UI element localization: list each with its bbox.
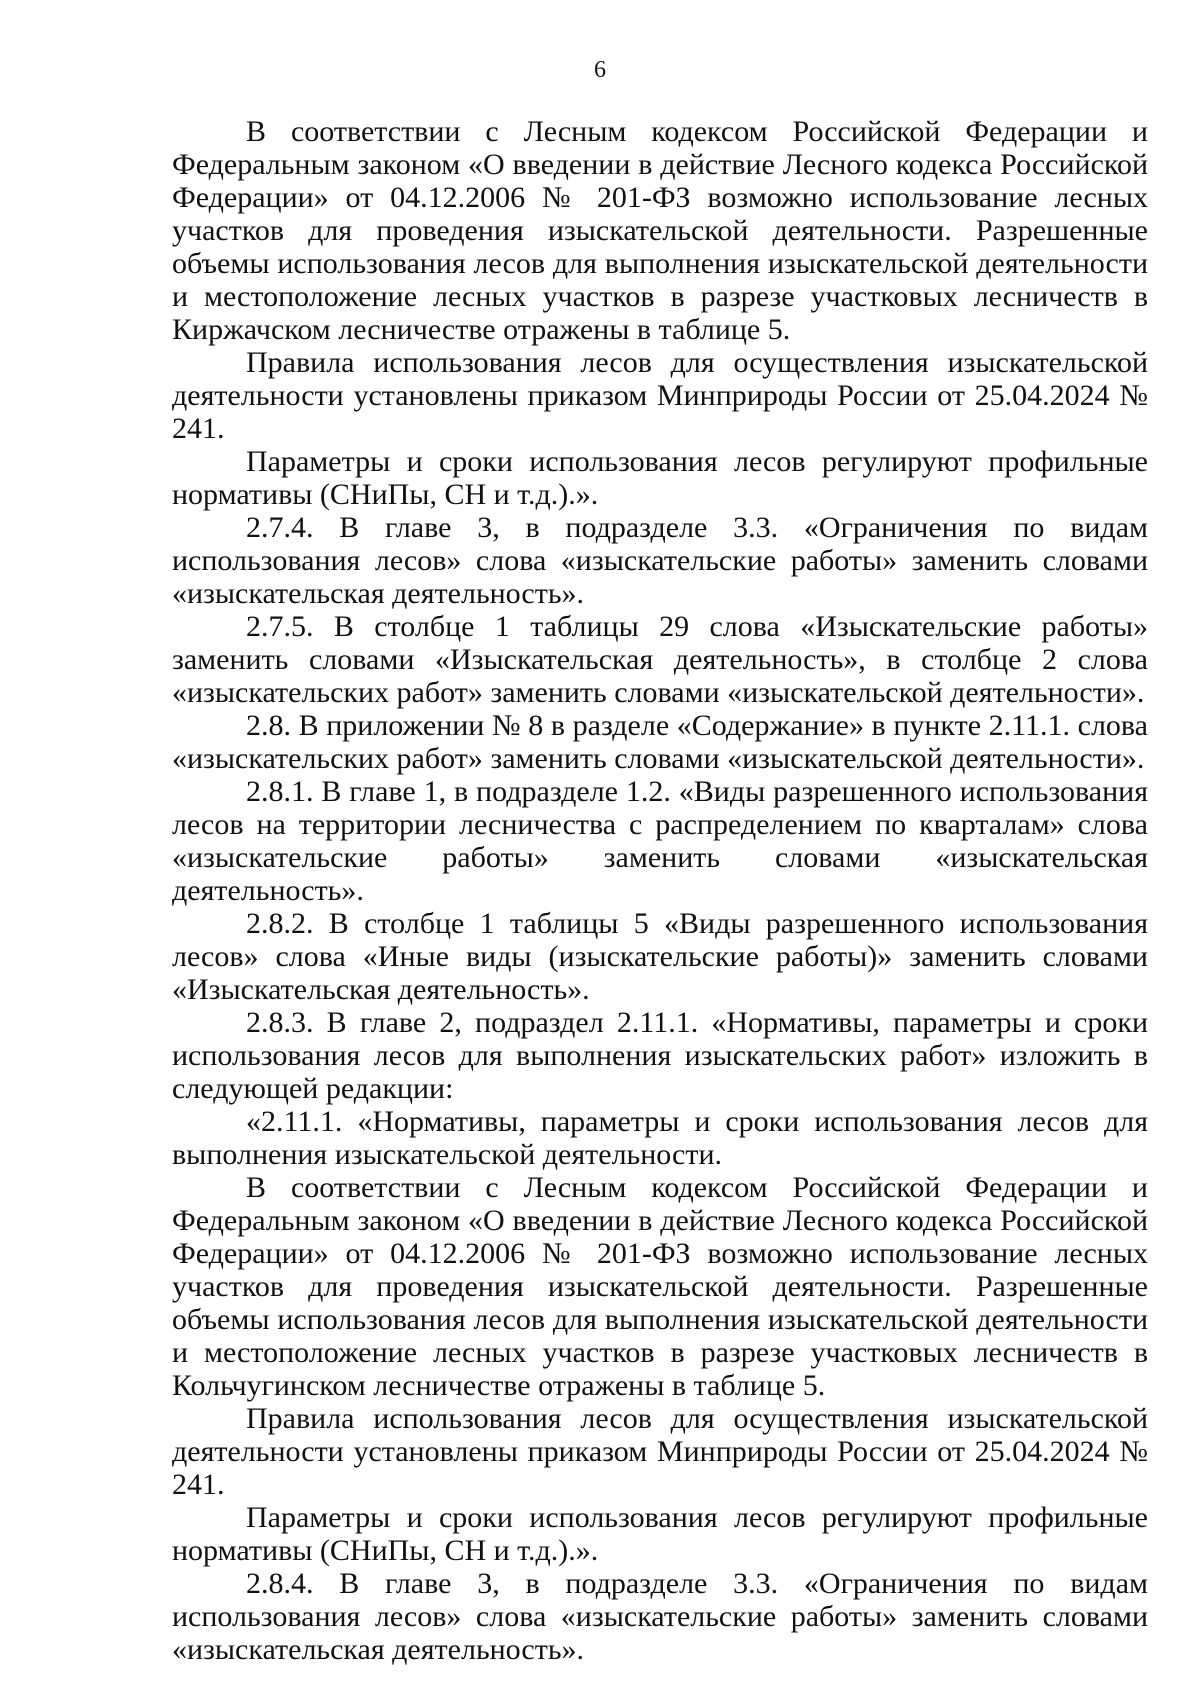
paragraph-section-2-11-1: «2.11.1. «Нормативы, параметры и сроки использования лесов для выполнения изыскательской деятельности. bbox=[172, 1105, 1148, 1171]
paragraph-kolchugino-rules: Правила использования лесов для осуществления изыскательской деятельности установлены приказом Минприроды России от 25.04.2024 № 241. bbox=[172, 1402, 1148, 1501]
paragraph-item-2-8: 2.8. В приложении № 8 в разделе «Содержание» в пункте 2.11.1. слова «изыскательских работ» заменить словами «изыскательской деятельности». bbox=[172, 709, 1148, 775]
page-number: 6 bbox=[594, 57, 606, 83]
paragraph-item-2-8-2: 2.8.2. В столбце 1 таблицы 5 «Виды разрешенного использования лесов» слова «Иные виды (изыскательские работы)» заменить словами «Изыскательская деятельность». bbox=[172, 907, 1148, 1006]
paragraph-kolchugino-intro: В соответствии с Лесным кодексом Российской Федерации и Федеральным законом «О введении в действие Лесного кодекса Российской Федерации» от 04.12.2006 № 201-ФЗ возможно использование лесных участков для проведения изыскательской деятельности. Разрешенные объемы использования лесов для выполнения изыскательской деятельности и местоположение лесных участков в разрезе участковых лесничеств в Кольчугинском лесничестве отражены в таблице 5. bbox=[172, 1171, 1148, 1402]
paragraph-item-2-8-1: 2.8.1. В главе 1, в подразделе 1.2. «Виды разрешенного использования лесов на территории лесничества с распределением по кварталам» слова «изыскательские работы» заменить словами «изыскательская деятельность». bbox=[172, 775, 1148, 907]
document-body bbox=[172, 115, 1148, 1666]
paragraph-kirzhach-intro: В соответствии с Лесным кодексом Российской Федерации и Федеральным законом «О введении в действие Лесного кодекса Российской Федерации» от 04.12.2006 № 201-ФЗ возможно использование лесных участков для проведения изыскательской деятельности. Разрешенные объемы использования лесов для выполнения изыскательской деятельности и местоположение лесных участков в разрезе участковых лесничеств в Киржачском лесничестве отражены в таблице 5. bbox=[172, 115, 1148, 346]
paragraph-kirzhach-rules: Правила использования лесов для осуществления изыскательской деятельности установлены приказом Минприроды России от 25.04.2024 № 241. bbox=[172, 346, 1148, 445]
paragraph-item-2-8-4: 2.8.4. В главе 3, в подразделе 3.3. «Ограничения по видам использования лесов» слова «изыскательские работы» заменить словами «изыскательская деятельность». bbox=[172, 1567, 1148, 1666]
paragraph-item-2-7-5: 2.7.5. В столбце 1 таблицы 29 слова «Изыскательские работы» заменить словами «Изыскательская деятельность», в столбце 2 слова «изыскательских работ» заменить словами «изыскательской деятельности». bbox=[172, 610, 1148, 709]
paragraph-item-2-7-4: 2.7.4. В главе 3, в подразделе 3.3. «Ограничения по видам использования лесов» слова «изыскательские работы» заменить словами «изыскательская деятельность». bbox=[172, 511, 1148, 610]
paragraph-item-2-8-3: 2.8.3. В главе 2, подраздел 2.11.1. «Нормативы, параметры и сроки использования лесов для выполнения изыскательских работ» изложить в следующей редакции: bbox=[172, 1006, 1148, 1105]
paragraph-kolchugino-parameters: Параметры и сроки использования лесов регулируют профильные нормативы (СНиПы, СН и т.д.).». bbox=[172, 1501, 1148, 1567]
paragraph-kirzhach-parameters: Параметры и сроки использования лесов регулируют профильные нормативы (СНиПы, СН и т.д.).». bbox=[172, 445, 1148, 511]
